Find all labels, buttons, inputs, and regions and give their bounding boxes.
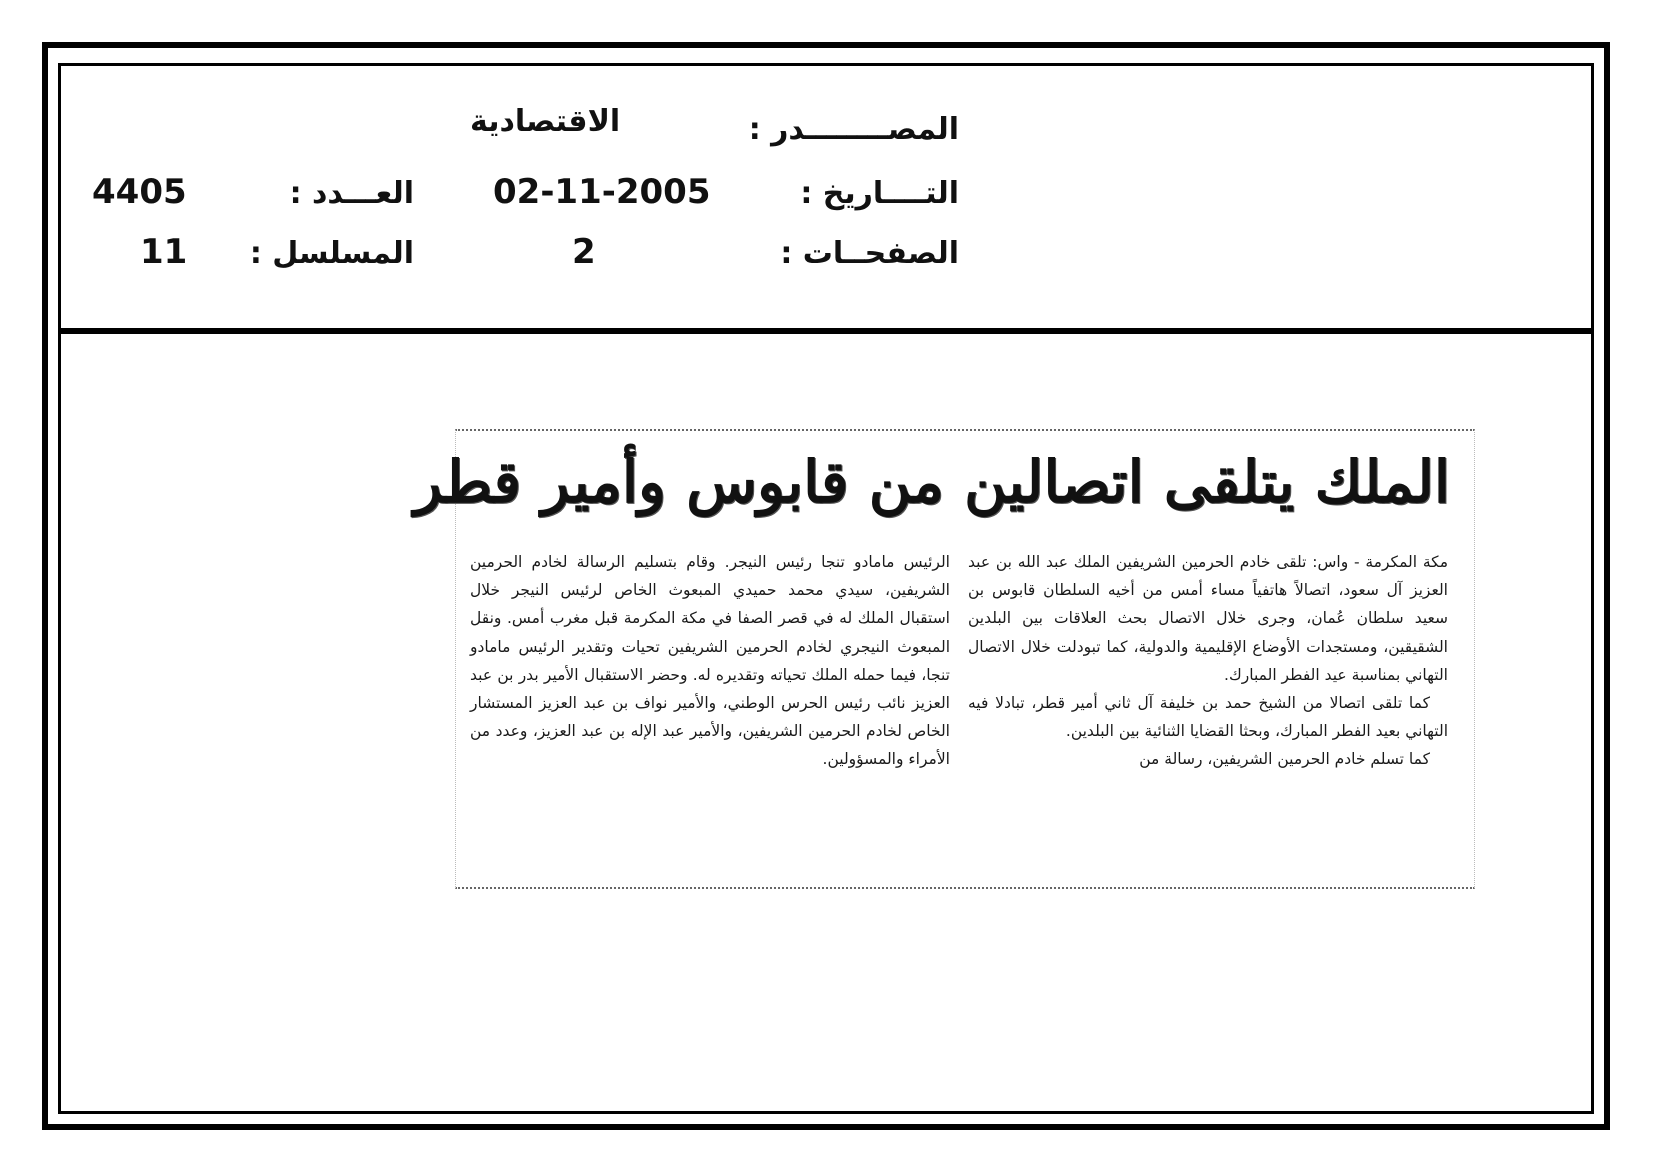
article-column-right	[968, 548, 1448, 774]
issue-label: العـــدد :	[289, 176, 414, 211]
paragraph: الرئيس مامادو تنجا رئيس النيجر. وقام بتسليم الرسالة لخادم الحرمين الشريفين، سيدي محمد حميدي المبعوث الخاص لرئيس النيجر خلال استقبال الملك له في قصر الصفا في مكة المكرمة قبل مغرب أمس. ونقل المبعوث النيجري لخادم الحرمين الشريفين تحيات وتقدير الرئيس مامادو تنجا، فيما حمله الملك تحياته وتقديره له. وحضر الاستقبال الأمير بدر بن عبد العزيز نائب رئيس الحرس الوطني، والأمير نواف بن عبد العزيز المستشار الخاص لخادم الحرمين الشريفين، والأمير عبد الإله بن عبد العزيز، وعدد من الأمراء والمسؤولين.	[470, 553, 950, 769]
article-column-left	[470, 548, 950, 774]
date-label: التــــاريخ :	[800, 176, 959, 211]
source-value: الاقتصادية	[470, 104, 621, 139]
source-label: المصــــــــدر :	[748, 112, 959, 147]
pages-label: الصفحــات :	[780, 236, 959, 271]
serial-value: 11	[140, 232, 188, 272]
issue-value: 4405	[92, 172, 187, 212]
serial-label: المسلسل :	[249, 236, 414, 271]
date-value: 02-11-2005	[493, 172, 711, 212]
paragraph: كما تسلم خادم الحرمين الشريفين، رسالة من	[1139, 750, 1430, 769]
paragraph: مكة المكرمة - واس: تلقى خادم الحرمين الشريفين الملك عبد الله بن عبد العزيز آل سعود، اتصالاً هاتفياً مساء أمس من أخيه السلطان قابوس بن سعيد سلطان عُمان، وجرى خلال الاتصال بحث العلاقات بين البلدين الشقيقين، ومستجدات الأوضاع الإقليمية والدولية، كما تبودلت خلال الاتصال التهاني بمناسبة عيد الفطر المبارك.	[968, 553, 1448, 684]
header-divider	[58, 328, 1594, 334]
article-headline: الملك يتلقى اتصالين من قابوس وأمير قطر	[413, 448, 1450, 516]
pages-value: 2	[572, 232, 596, 272]
paragraph: كما تلقى اتصالا من الشيخ حمد بن خليفة آل ثاني أمير قطر، تبادلا فيه التهاني بعيد الفطر المبارك، وبحثا القضايا الثنائية بين البلدين.	[968, 694, 1448, 741]
